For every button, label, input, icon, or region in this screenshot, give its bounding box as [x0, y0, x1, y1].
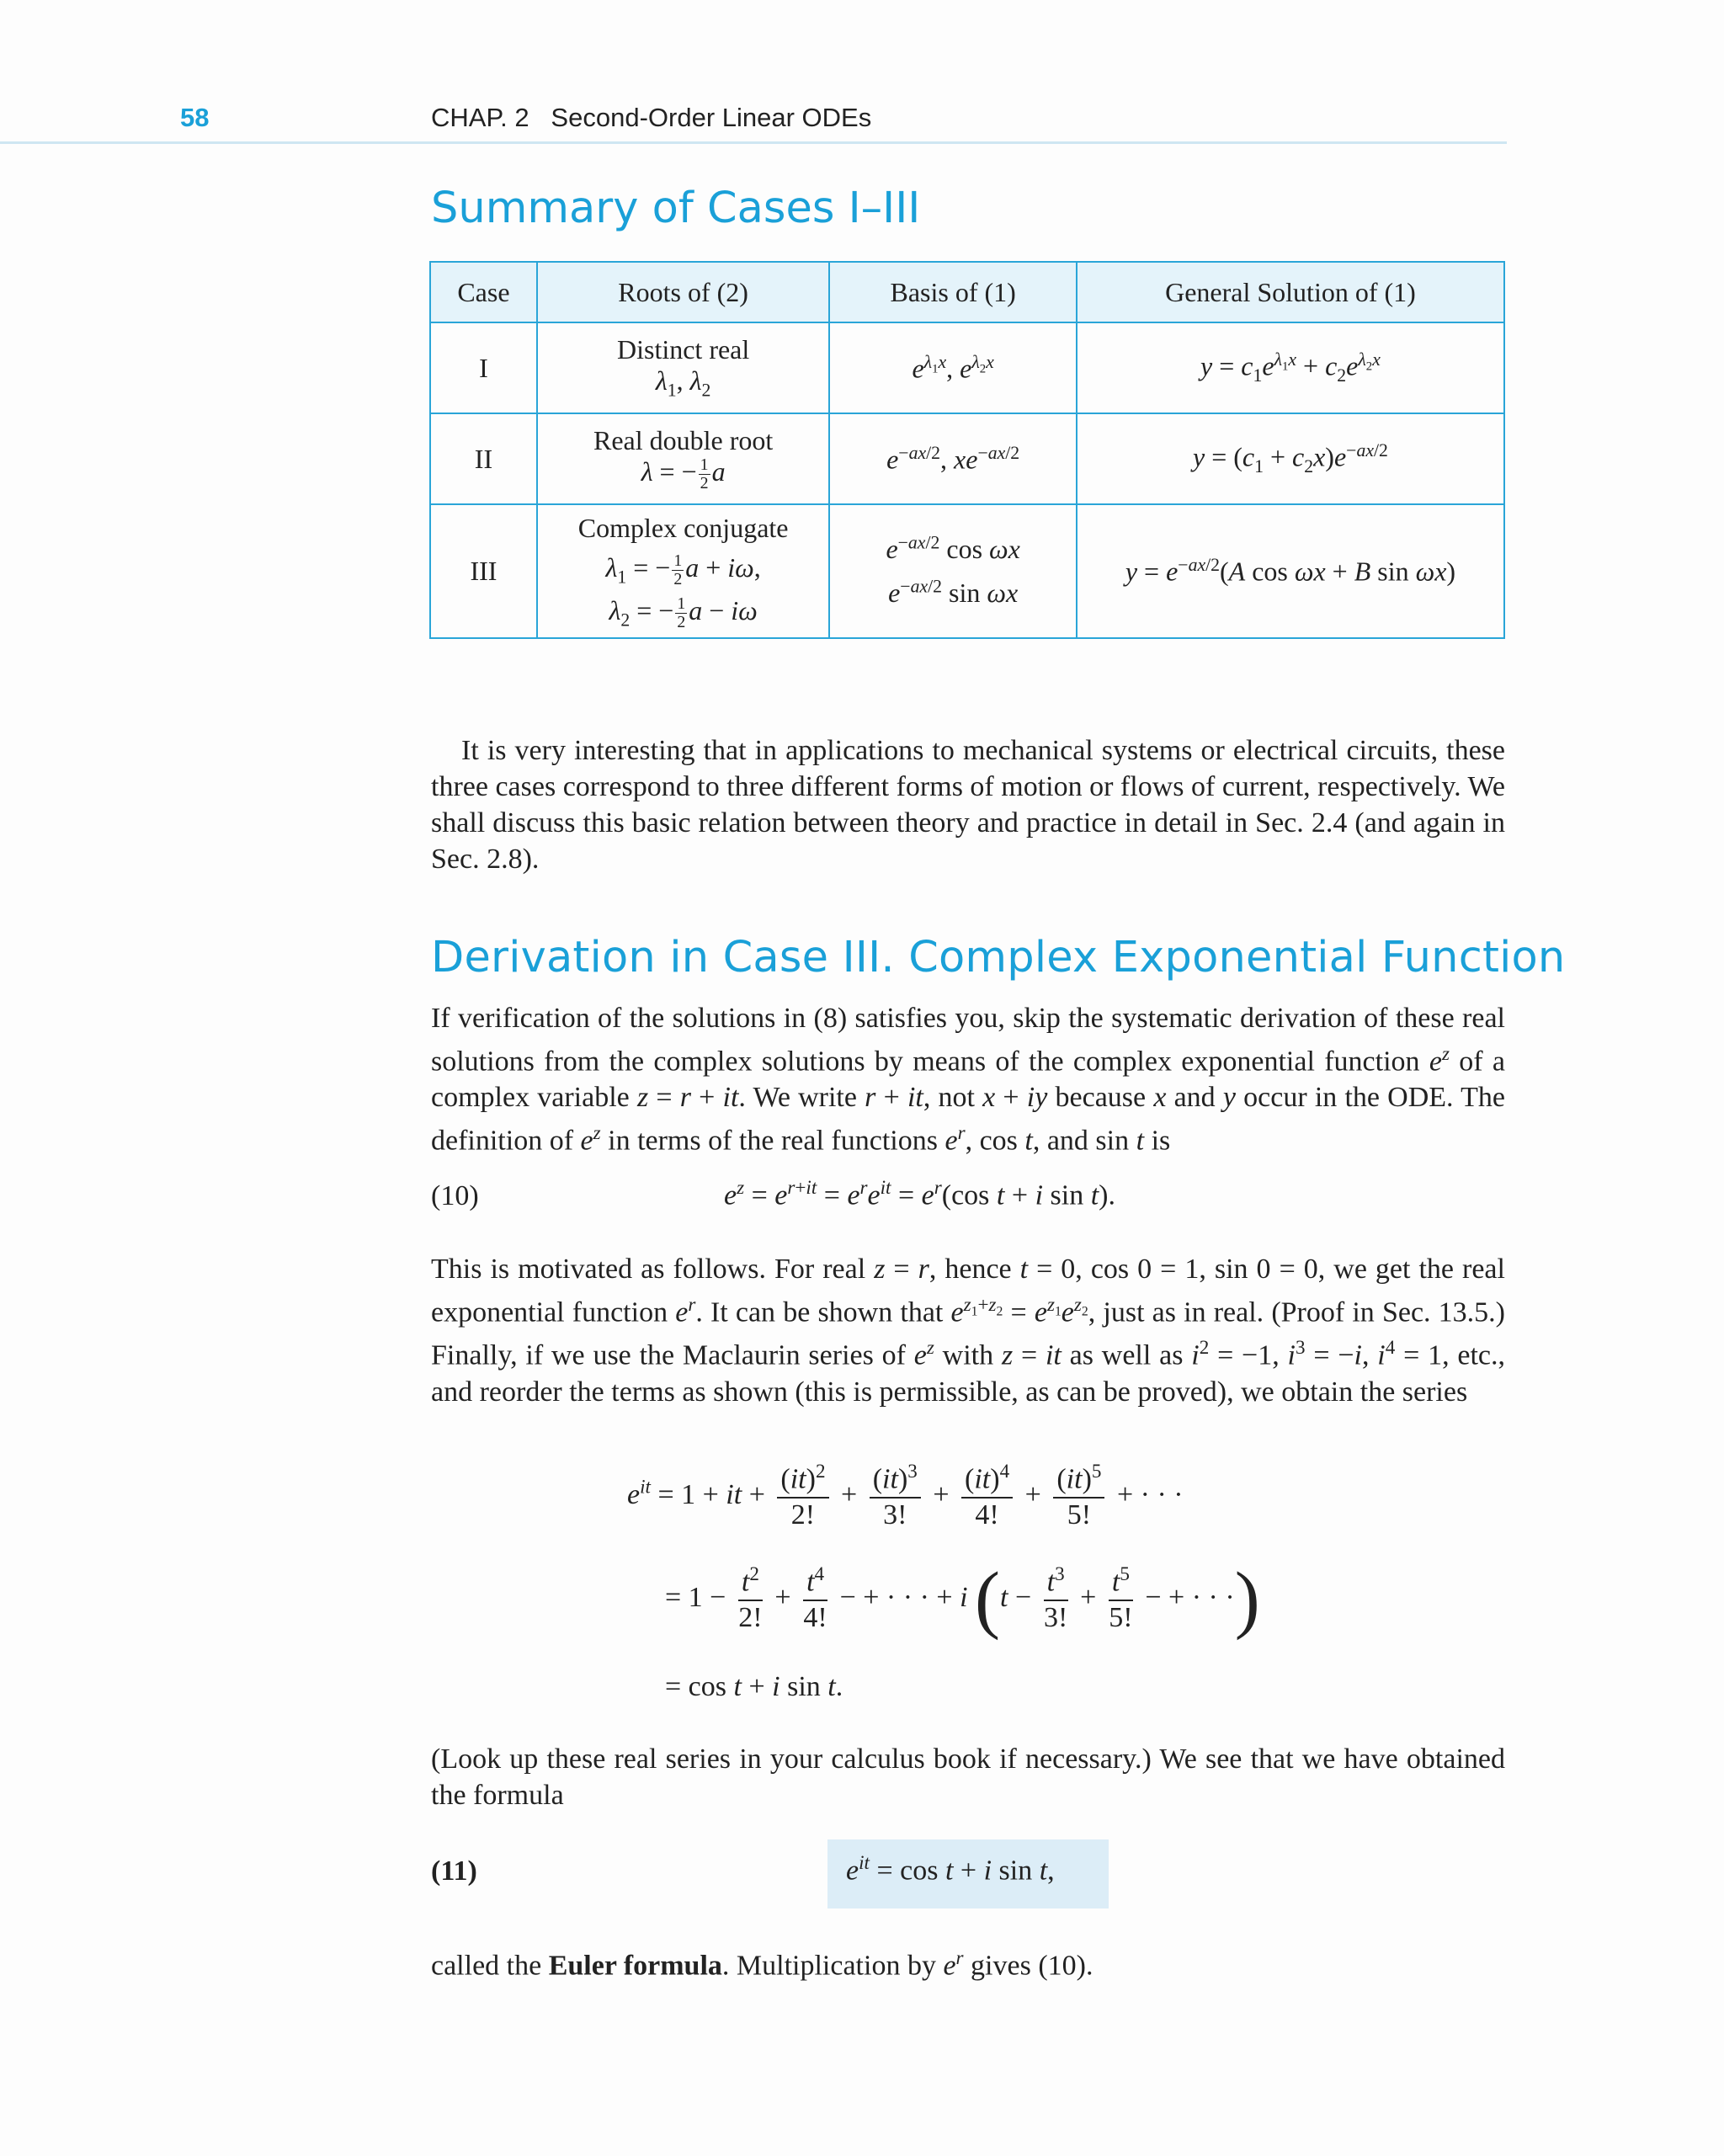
table-row	[430, 413, 1504, 504]
paragraph: It is very interesting that in applications to mechanical systems or electrical circuits, these three cases correspond to three different forms of motion or flows of current, respectively. We shall discuss this basic relation between theory and practice in detail in Sec. 2.4 (and again in Sec. 2.8).	[431, 735, 1505, 875]
running-head	[0, 101, 1507, 144]
case-cell: I	[430, 322, 537, 413]
summary-table	[429, 261, 1505, 639]
summary-heading: Summary of Cases I–III	[431, 184, 921, 233]
column-header: General Solution of (1)	[1077, 262, 1504, 322]
paragraph: This is motivated as follows. For real z = r, hence t = 0, cos 0 = 1, sin 0 = 0, we get the real exponential function $e^r$. It can be shown that $e^{z_1+z_2} = e^{z_1}e^{z_2}$, just as in real. (Proof in Sec. 13.5.) Finally, if we use the Maclaurin series of $e^z$ with z = it as well as $i^2 = -1$, $i^3 = -i$, $i^4 = 1$, etc., and reorder the terms as shown (this is permissible, as can be proved), we obtain the series	[431, 1254, 1506, 1408]
equation-label: (11)	[431, 1855, 477, 1887]
series-line-1: $e^{it} = 1$ + it + $\frac{(it)^2}{2!}$ + $\frac{(it)^3}{3!}$ + $\frac{(it)^4}{4!}$ + $\frac{(it)^5}{5!}$ + · · ·	[627, 1461, 1184, 1531]
case-cell: II	[430, 413, 537, 504]
basis-cell: $e^{-ax/2}$, $xe^{-ax/2}$	[829, 413, 1077, 504]
roots-cell: Distinct real $\lambda_1$, $\lambda_2$	[537, 322, 830, 413]
paragraph: If verification of the solutions in (8) satisfies you, skip the systematic derivation of these real solutions from the complex solutions by means of the complex exponential function $e^z$ of a complex variable z = r + it. We write r + it, not x + iy because x and y occur in the ODE. The definition of $e^z$ in terms of the real functions $e^r$, cos t, and sin t is	[431, 1003, 1506, 1157]
column-header: Roots of (2)	[537, 262, 830, 322]
roots-cell: Complex conjugate $\lambda_1$ = − $\frac{1}{2}$ a + iω, $\lambda_2$ = − $\frac{1}{2}$ a − iω	[537, 504, 830, 638]
euler-formula-term: Euler formula	[548, 1950, 722, 1982]
equation-10: $e^z = e^{r+it} = e^re^{it} = e^r(\cos$ t + i sin t).	[724, 1177, 1115, 1211]
roots-cell: Real double root λ = − $\frac{1}{2}$ a	[537, 413, 830, 504]
basis-cell: $e^{-ax/2}$ cos ωx $e^{-ax/2}$ sin ωx	[829, 504, 1077, 638]
chapter-title: CHAP. 2 Second-Order Linear ODEs	[431, 103, 872, 132]
table-row	[430, 322, 1504, 413]
series-line-3: = cos t + i sin t.	[665, 1671, 843, 1702]
solution-cell: $y = (c_1 + c_2x)e^{-ax/2}$	[1077, 413, 1504, 504]
basis-cell: $e^{\lambda_1x}$, $e^{\lambda_2x}$	[829, 322, 1077, 413]
series-line-2: = 1 − $\frac{t^2}{2!}$ + $\frac{t^4}{4!}$ − + · · · + i (t − $\frac{t^3}{3!}$ + $\frac{t^5}{5!}$ − + · · ·)	[665, 1557, 1260, 1641]
paragraph: (Look up these real series in your calculus book if necessary.) We see that we have obtained the formula	[431, 1743, 1505, 1811]
solution-cell: $y = c_1e^{\lambda_1x} + c_2e^{\lambda_2x}$	[1077, 322, 1504, 413]
table-header-row	[430, 262, 1504, 322]
table-row	[430, 504, 1504, 638]
equation-11: $e^{it} = \cos t + i$ sin t,	[846, 1852, 1055, 1887]
case-cell: III	[430, 504, 537, 638]
solution-cell: $y = e^{-ax/2}(A$ cos ωx + B sin ωx)	[1077, 504, 1504, 638]
page-number: 58	[180, 103, 210, 132]
column-header: Basis of (1)	[829, 262, 1077, 322]
paragraph: called the Euler formula. Multiplication by $e^r$ gives (10).	[431, 1947, 1093, 1982]
derivation-heading: Derivation in Case III. Complex Exponential Function	[431, 933, 1566, 982]
equation-label: (10)	[431, 1180, 479, 1211]
column-header: Case	[430, 262, 537, 322]
